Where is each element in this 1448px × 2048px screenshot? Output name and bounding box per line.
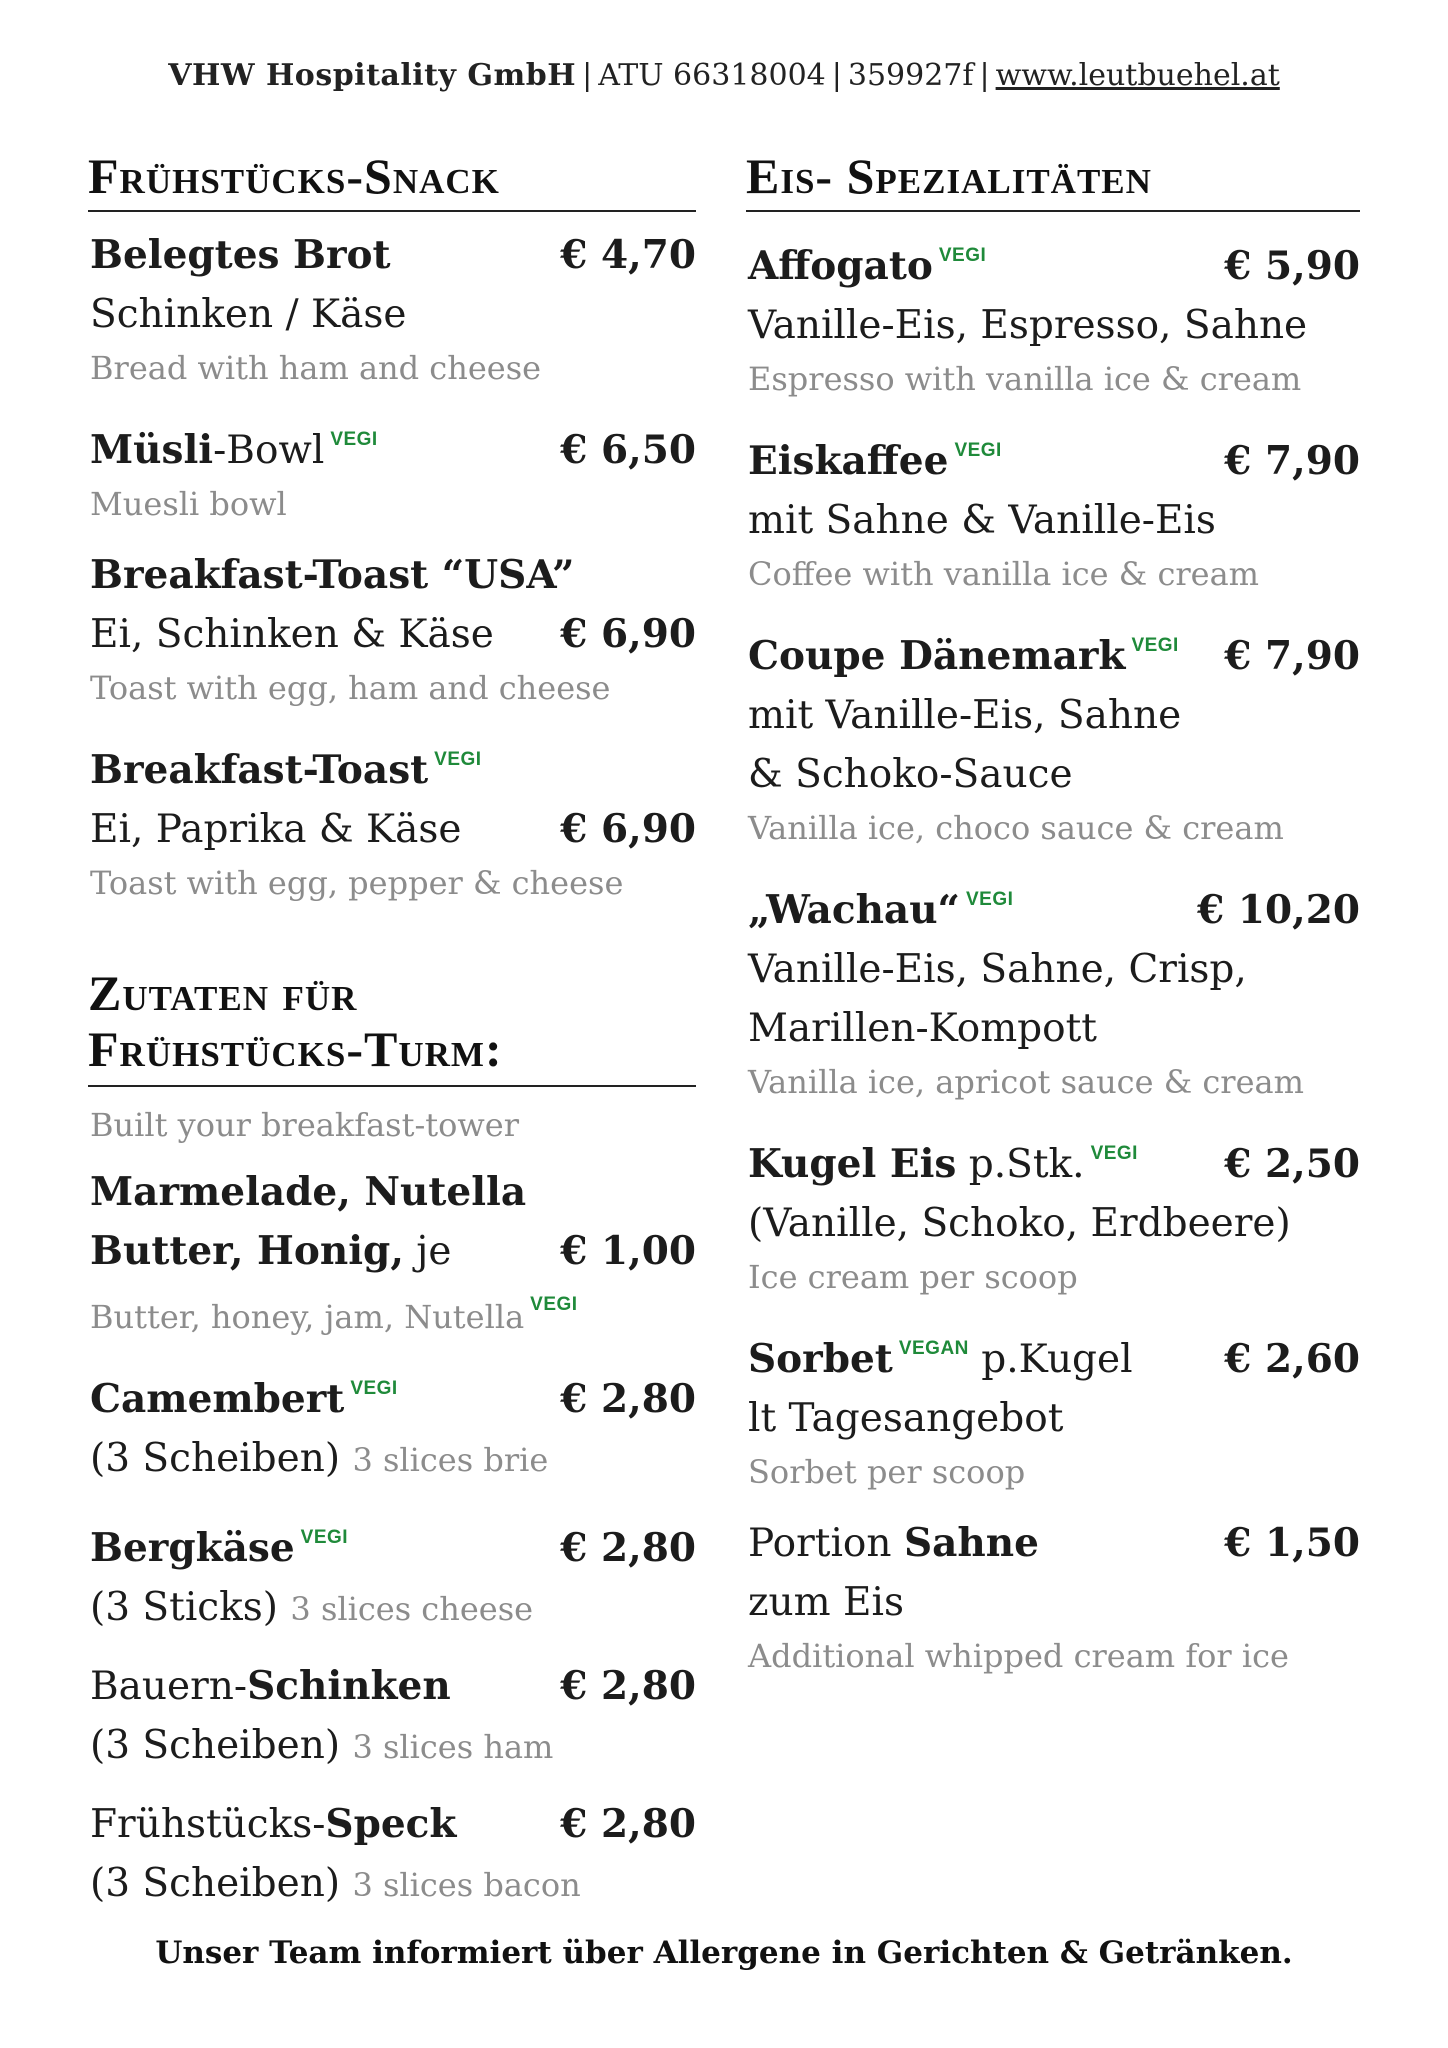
item-quantity: (3 Sticks) <box>90 1585 278 1630</box>
registration-number: 359927f <box>847 58 974 93</box>
item-name: Breakfast-Toast <box>90 747 429 793</box>
item-english: Toast with egg, ham and cheese <box>90 669 611 707</box>
allergen-notice: Unser Team informiert über Allergene in Gerichten & Getränken. <box>155 1935 1293 1971</box>
section-title-eis-spezialitaeten: Eis- Spezialitäten <box>746 150 1360 212</box>
vegi-badge: VEGI <box>1090 1143 1138 1164</box>
item-price: € 10,20 <box>1197 887 1360 933</box>
vegi-badge: VEGI <box>954 440 1002 461</box>
vegi-badge: VEGI <box>530 1294 578 1315</box>
menu-item-wachau <box>738 870 1360 1106</box>
menu-item-spreads <box>80 1163 696 1341</box>
item-english: Vanilla ice, choco sauce & cream <box>748 809 1284 847</box>
menu-item-eiskaffee <box>738 421 1360 598</box>
menu-item-kugel-eis <box>738 1124 1360 1301</box>
item-name: Coupe Dänemark <box>748 633 1126 679</box>
item-price: € 2,80 <box>560 1801 696 1847</box>
item-english: 3 slices brie <box>352 1441 549 1479</box>
menu-item-belegtes-brot <box>80 226 696 392</box>
company-name: VHW Hospitality GmbH <box>168 58 577 93</box>
item-description: & Schoko-Sauce <box>748 752 1073 797</box>
atu-number: ATU 66318004 <box>598 58 826 93</box>
item-name-rest: Bauern- <box>90 1664 248 1709</box>
vegi-badge: VEGI <box>1131 635 1179 656</box>
item-description: Schinken / Käse <box>90 292 407 337</box>
menu-item-fruehstuecks-speck <box>80 1795 696 1915</box>
item-english: Additional whipped cream for ice <box>748 1637 1289 1675</box>
item-description: Ei, Schinken & Käse <box>90 612 494 657</box>
item-english: Muesli bowl <box>90 485 287 523</box>
item-price: € 2,80 <box>560 1525 696 1571</box>
item-english: Espresso with vanilla ice & cream <box>748 360 1302 398</box>
item-description: Marillen-Kompott <box>748 1006 1097 1051</box>
item-english: Ice cream per scoop <box>748 1258 1078 1296</box>
item-english: 3 slices ham <box>352 1728 554 1766</box>
item-price: € 7,90 <box>1224 633 1360 679</box>
item-name-rest: p.Kugel <box>968 1337 1133 1382</box>
item-price: € 7,90 <box>1224 438 1360 484</box>
item-description: Vanille-Eis, Sahne, Crisp, <box>748 947 1247 992</box>
item-price: € 1,50 <box>1224 1520 1360 1566</box>
item-name: Sorbet <box>748 1336 893 1382</box>
left-column <box>80 150 696 1933</box>
item-english <box>90 1281 696 1341</box>
item-name: Bergkäse <box>90 1525 295 1571</box>
vegi-badge: VEGI <box>300 1527 349 1548</box>
item-name: Eiskaffee <box>748 438 949 484</box>
item-english-text: Butter, honey, jam, Nutella <box>90 1298 525 1336</box>
menu-item-affogato <box>738 226 1360 403</box>
item-english: 3 slices bacon <box>352 1866 581 1904</box>
item-name: Belegtes Brot <box>90 232 391 278</box>
item-name: Affogato <box>748 243 933 289</box>
item-name-rest: p.Stk. <box>956 1142 1085 1187</box>
item-price: € 4,70 <box>560 232 696 278</box>
section-title-line: Frühstücks-Turm: <box>88 1021 503 1077</box>
item-name: „Wachau“ <box>748 887 960 933</box>
item-description: (Vanille, Schoko, Erdbeere) <box>748 1201 1291 1246</box>
item-description: mit Sahne & Vanille-Eis <box>748 498 1216 543</box>
item-english: Coffee with vanilla ice & cream <box>748 555 1260 593</box>
vegi-badge: VEGI <box>966 889 1014 910</box>
item-name: Sahne <box>903 1520 1039 1566</box>
item-description: Vanille-Eis, Espresso, Sahne <box>748 303 1308 348</box>
section-intro: Built your breakfast-tower <box>90 1106 519 1144</box>
menu-item-bauern-schinken <box>80 1657 696 1777</box>
menu-item-breakfast-toast-vegi <box>80 730 696 907</box>
item-description: mit Vanille-Eis, Sahne <box>748 693 1182 738</box>
item-price: € 2,60 <box>1224 1336 1360 1382</box>
item-name: Schinken <box>247 1663 451 1709</box>
vegi-badge: VEGI <box>350 1378 398 1399</box>
item-description: Ei, Paprika & Käse <box>90 807 462 852</box>
item-description: lt Tagesangebot <box>748 1396 1064 1441</box>
item-english: Bread with ham and cheese <box>90 349 542 387</box>
item-price: € 1,00 <box>560 1228 696 1274</box>
vegi-badge: VEGI <box>330 429 378 450</box>
item-english: Sorbet per scoop <box>748 1453 1026 1491</box>
section-title-line: Zutaten für <box>88 965 358 1021</box>
item-name: Speck <box>325 1801 457 1847</box>
item-price: € 2,50 <box>1224 1141 1360 1187</box>
section-title-fruehstuecks-snack: Frühstücks-Snack <box>88 150 696 212</box>
item-english: 3 slices cheese <box>290 1590 534 1628</box>
item-price: € 2,80 <box>560 1663 696 1709</box>
right-column <box>738 150 1360 1698</box>
menu-item-muesli-bowl <box>80 410 696 528</box>
item-price: € 6,50 <box>560 427 696 473</box>
menu-item-sorbet <box>738 1319 1360 1496</box>
item-name: Breakfast-Toast “USA” <box>90 552 575 598</box>
item-name-bold: Butter, Honig, <box>90 1228 404 1274</box>
item-name-rest: je <box>403 1229 452 1274</box>
item-price: € 5,90 <box>1224 243 1360 289</box>
item-name: Kugel Eis <box>748 1141 957 1187</box>
item-name-rest: Portion <box>748 1521 904 1566</box>
menu-item-portion-sahne <box>738 1514 1360 1680</box>
item-price: € 2,80 <box>560 1376 696 1422</box>
item-name: Marmelade, Nutella <box>90 1169 527 1215</box>
item-name-rest: -Bowl <box>213 428 325 473</box>
company-header: VHW Hospitality GmbH | ATU 66318004 | 359927f | www.leutbuehel.at <box>168 58 1280 93</box>
menu-item-camembert <box>80 1359 696 1490</box>
item-name: Camembert <box>90 1376 345 1422</box>
item-quantity: (3 Scheiben) <box>90 1723 341 1768</box>
menu-item-bergkaese <box>80 1508 696 1639</box>
vegan-badge: VEGAN <box>898 1338 969 1359</box>
item-quantity: (3 Scheiben) <box>90 1436 341 1481</box>
vegi-badge: VEGI <box>434 749 482 770</box>
menu-item-breakfast-toast-usa <box>80 546 696 712</box>
item-name: Müsli <box>90 427 214 473</box>
item-english: Vanilla ice, apricot sauce & cream <box>748 1063 1304 1101</box>
vegi-badge: VEGI <box>938 245 987 266</box>
item-name-rest: Frühstücks- <box>90 1802 326 1847</box>
item-price: € 6,90 <box>560 611 696 657</box>
item-quantity: (3 Scheiben) <box>90 1861 341 1906</box>
item-description: zum Eis <box>748 1580 904 1625</box>
item-english: Toast with egg, pepper & cheese <box>90 864 624 902</box>
website-link[interactable]: www.leutbuehel.at <box>995 58 1280 93</box>
section-title-zutaten <box>88 965 696 1087</box>
menu-item-coupe-daenemark <box>738 616 1360 852</box>
item-price: € 6,90 <box>560 806 696 852</box>
